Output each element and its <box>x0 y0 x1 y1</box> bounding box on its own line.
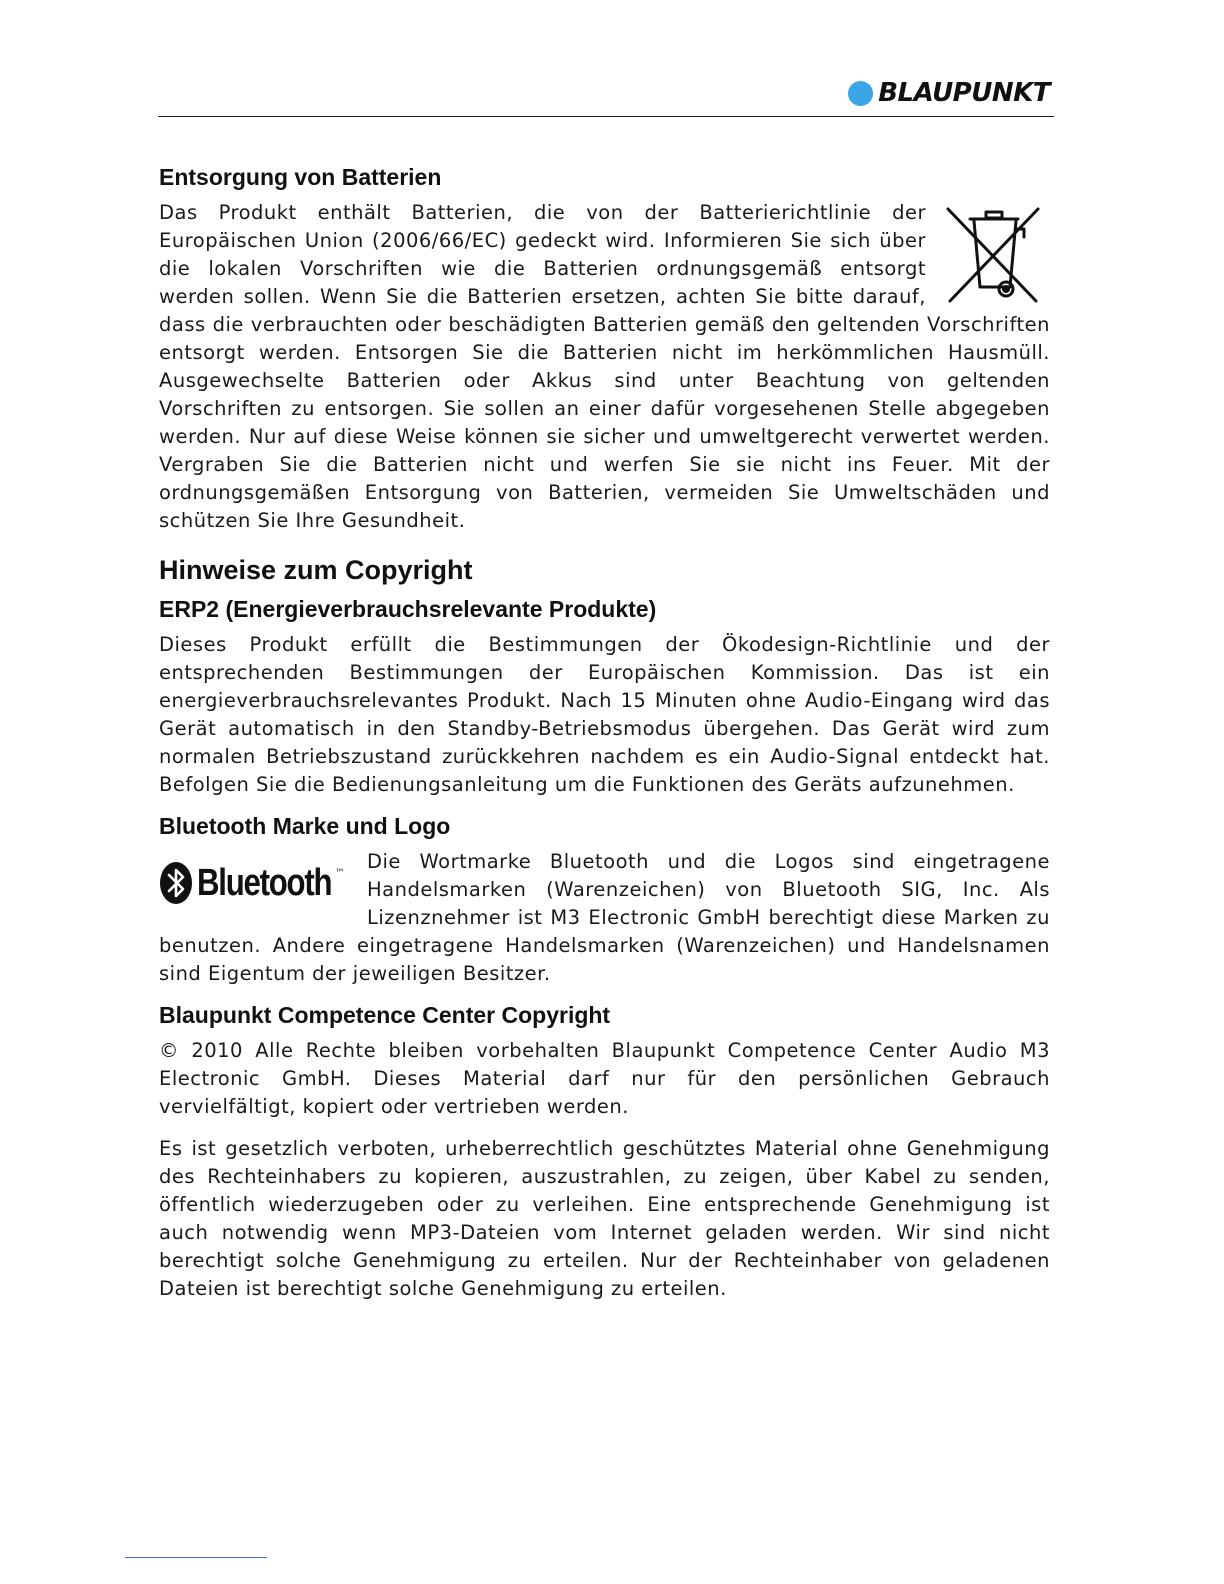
bluetooth-heading: Bluetooth Marke und Logo <box>159 813 451 839</box>
bluetooth-section <box>159 813 1050 988</box>
brand-name: BLAUPUNKT <box>878 78 1050 108</box>
competence-heading: Blaupunkt Competence Center Copyright <box>159 1002 611 1028</box>
bluetooth-paragraph: Die Wortmarke Bluetooth und die Logos sind eingetragene Handelsmarken (Warenzeichen) von Bluetooth SIG, Inc. Als Lizenznehmer ist M3 Electronic GmbH berechtigt diese Marken zu benutzen. Andere eingetragene Handelsmarken (Warenzeichen) und Handelsnamen sind Eigentum der jeweiligen Besitzer. <box>159 850 1050 985</box>
page-header <box>158 74 1054 117</box>
page-content <box>159 160 1050 1303</box>
competence-section <box>159 1002 1050 1303</box>
erp2-paragraph: Dieses Produkt erfüllt die Bestimmungen der Ökodesign-Richtlinie und der entsprechenden Bestimmungen der Europäischen Kommission. Das ist ein energieverbrauchsrelevantes Produkt. Nach 15 Minuten ohne Audio-Eingang wird das Gerät automatisch in den Standby-Betriebsmodus übergehen. Das Gerät wird zum normalen Betriebszustand zurückkehren nachdem es ein Audio-Signal entdeckt hat. Befolgen Sie die Bedienungsanleitung um die Funktionen des Geräts aufzunehmen. <box>159 633 1050 796</box>
competence-paragraph-2: Es ist gesetzlich verboten, urheberrechtlich geschütztes Material ohne Genehmigung des Rechteinhabers zu kopieren, auszustrahlen, zu zeigen, über Kabel zu senden, öffentlich wiederzugeben oder zu verleihen. Eine entsprechende Genehmigung ist auch notwendig wenn MP3-Dateien vom Internet geladen werden. Wir sind nicht berechtigt solche Genehmigung zu erteilen. Nur der Rechteinhaber von geladenen Dateien ist berechtigt solche Genehmigung zu erteilen. <box>159 1137 1050 1300</box>
battery-section <box>159 164 1050 535</box>
blaupunkt-logo <box>848 78 1050 108</box>
bluetooth-rune-icon <box>159 861 193 905</box>
bluetooth-wordmark: Bluetooth <box>197 861 332 904</box>
copyright-notes-heading: Hinweise zum Copyright <box>159 555 473 585</box>
crossed-out-bin-icon <box>940 199 1050 307</box>
footer-divider <box>125 1557 267 1558</box>
erp2-section <box>159 596 1050 799</box>
logo-dot-icon <box>848 81 873 106</box>
bluetooth-logo <box>159 848 355 918</box>
competence-paragraph-1: © 2010 Alle Rechte bleiben vorbehalten Blaupunkt Competence Center Audio M3 Electronic GmbH. Dieses Material darf nur für den persönlichen Gebrauch vervielfältigt, kopiert oder vertrieben werden. <box>159 1039 1050 1118</box>
erp2-heading: ERP2 (Energieverbrauchsrelevante Produkte) <box>159 596 657 622</box>
battery-paragraph: Das Produkt enthält Batterien, die von der Batterierichtlinie der Europäischen Union (2006/66/EC) gedeckt wird. Informieren Sie sich über die lokalen Vorschriften wie die Batterien ordnungsgemäß entsorgt werden sollen. Wenn Sie die Batterien ersetzen, achten Sie bitte darauf, dass die verbrauchten oder beschädigten Batterien gemäß den geltenden Vorschriften entsorgt werden. Entsorgen Sie die Batterien nicht im herkömmlichen Hausmüll. Ausgewechselte Batterien oder Akkus sind unter Beachtung von geltenden Vorschriften zu entsorgen. Sie sollen an einer dafür vorgesehenen Stelle abgegeben werden. Nur auf diese Weise können sie sicher und umweltgerecht verwertet werden. Vergraben Sie die Batterien nicht und werfen Sie sie nicht ins Feuer. Mit der ordnungsgemäßen Entsorgung von Batterien, vermeiden Sie Umweltschäden und schützen Sie Ihre Gesundheit. <box>159 201 1050 532</box>
trademark-symbol: ™ <box>334 867 345 879</box>
battery-heading: Entsorgung von Batterien <box>159 164 442 190</box>
